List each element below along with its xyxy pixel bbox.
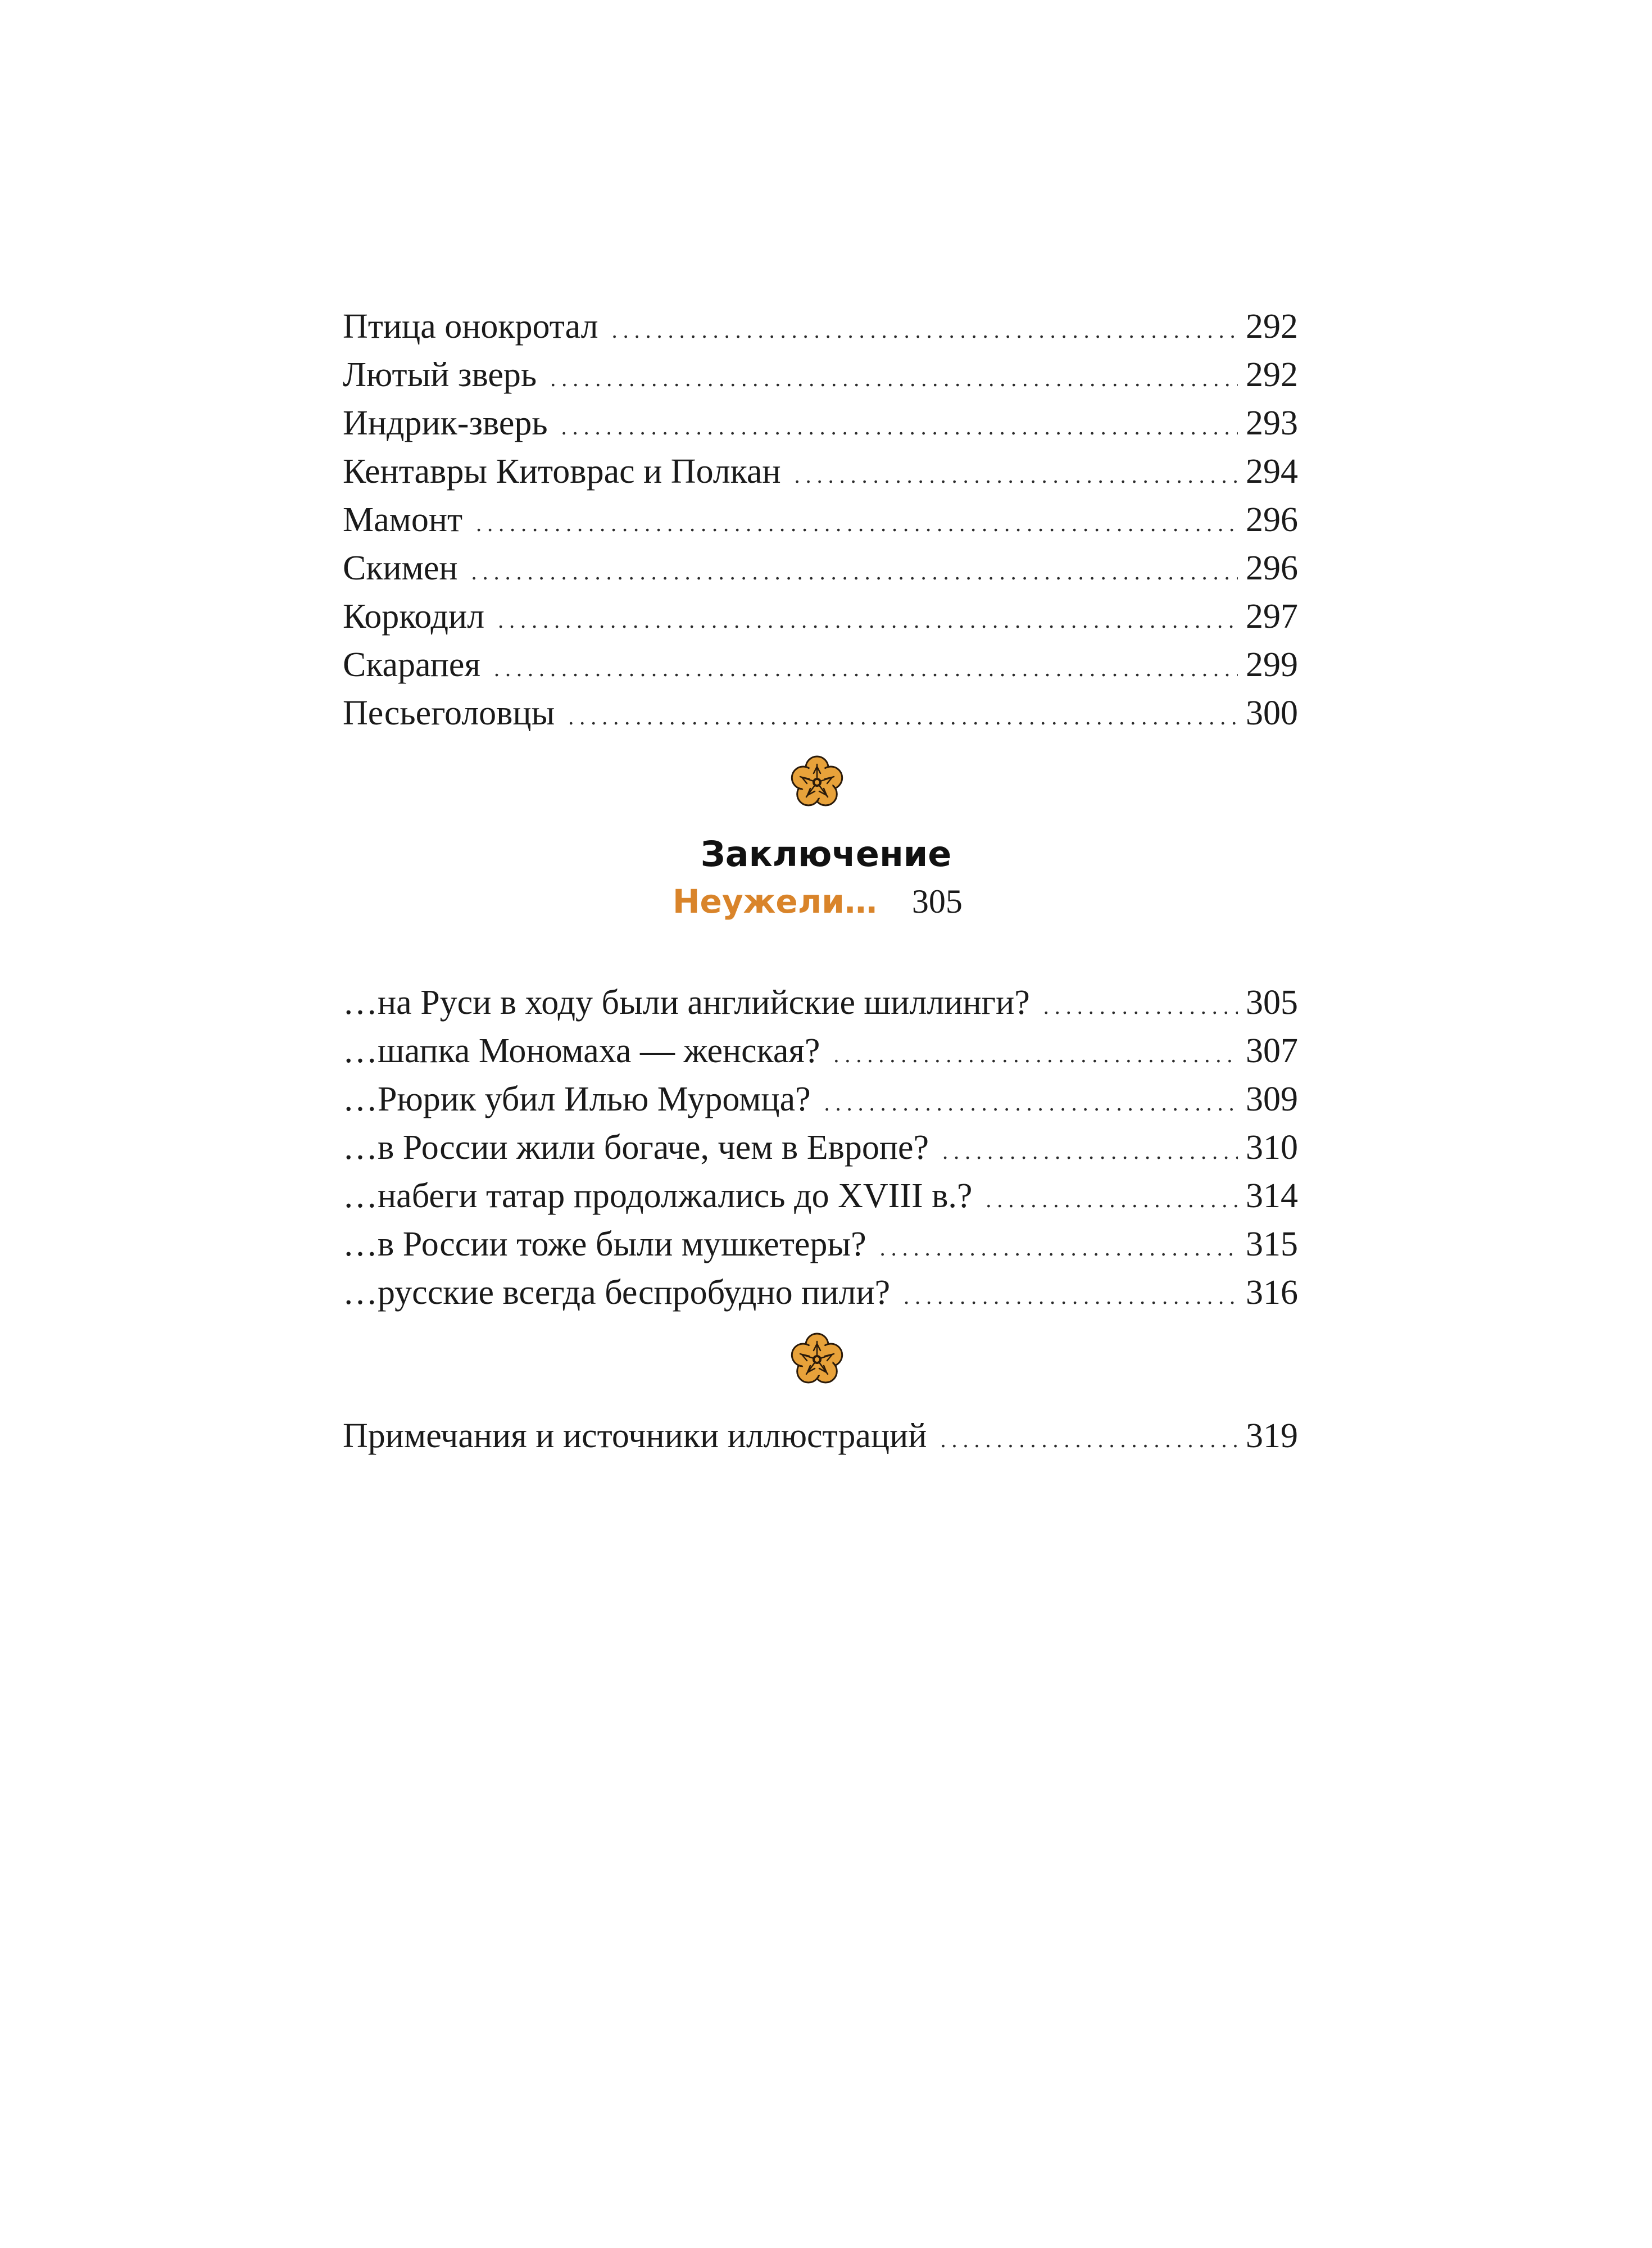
dot-leader (494, 645, 1238, 693)
toc-entry[interactable] (343, 689, 1298, 737)
toc-entry-page: 294 (1246, 452, 1298, 491)
toc-entry[interactable] (343, 978, 1298, 1027)
toc-entry-page: 296 (1246, 549, 1298, 587)
toc-entry-title: …набеги татар продолжались до XVIII в.? (343, 1177, 973, 1215)
toc-entry-page: 309 (1246, 1080, 1298, 1118)
toc-list-conclusion (343, 978, 1298, 1317)
toc-list-end (343, 1412, 1298, 1460)
toc-entry-page: 314 (1246, 1177, 1298, 1215)
toc-entry-title: …Рюрик убил Илью Муромца? (343, 1080, 811, 1118)
toc-entry[interactable] (343, 1412, 1298, 1460)
toc-entry[interactable] (343, 592, 1298, 641)
toc-entry-title: Кентавры Китоврас и Полкан (343, 452, 781, 491)
toc-entry[interactable] (343, 544, 1298, 592)
toc-entry-page: 293 (1246, 404, 1298, 442)
toc-entry-page: 315 (1246, 1225, 1298, 1263)
dot-leader (568, 693, 1238, 741)
toc-entry[interactable] (343, 1172, 1298, 1220)
dot-leader (986, 1176, 1238, 1224)
toc-entry[interactable] (343, 496, 1298, 544)
dot-leader (942, 1127, 1238, 1176)
toc-entry-title: Мамонт (343, 501, 463, 539)
toc-entry-page: 299 (1246, 646, 1298, 684)
dot-leader (476, 500, 1238, 548)
toc-entry-title: Индрик-зверь (343, 404, 548, 442)
toc-entry-title: …русские всегда беспробудно пили? (343, 1273, 891, 1312)
dot-leader (833, 1031, 1238, 1079)
dot-leader (940, 1416, 1238, 1464)
dot-leader (1043, 982, 1238, 1031)
toc-entry-page: 296 (1246, 501, 1298, 539)
toc-entry[interactable] (343, 351, 1298, 399)
dot-leader (880, 1224, 1238, 1272)
dot-leader (550, 355, 1238, 403)
toc-entry-title: …шапка Мономаха — женская? (343, 1032, 820, 1070)
toc-entry-title: Птица онокротал (343, 307, 598, 346)
toc-entry-page: 310 (1246, 1128, 1298, 1167)
dot-leader (471, 548, 1238, 596)
toc-entry-title: Лютый зверь (343, 356, 537, 394)
toc-entry-title: Коркодил (343, 597, 485, 636)
toc-entry[interactable] (343, 447, 1298, 496)
toc-entry[interactable] (343, 641, 1298, 689)
section-subtitle-row[interactable] (673, 882, 963, 933)
dot-leader (612, 306, 1238, 355)
toc-list-creatures (343, 302, 1298, 737)
dot-leader (561, 403, 1238, 451)
dot-leader (824, 1079, 1238, 1127)
toc-entry[interactable] (343, 1075, 1298, 1123)
toc-entry-title: …на Руси в ходу были английские шиллинги? (343, 984, 1030, 1022)
toc-entry-page: 292 (1246, 356, 1298, 394)
toc-entry-page: 305 (1246, 984, 1298, 1022)
toc-entry-title: Песьеголовцы (343, 694, 555, 732)
dot-leader (795, 451, 1238, 500)
flower-ornament-icon (789, 754, 845, 810)
toc-entry-page: 292 (1246, 307, 1298, 346)
toc-entry[interactable] (343, 302, 1298, 351)
toc-entry[interactable] (343, 1268, 1298, 1317)
section-subtitle: Неужели… (673, 882, 877, 921)
toc-entry-page: 319 (1246, 1417, 1298, 1455)
dot-leader (904, 1272, 1238, 1321)
toc-entry-page: 297 (1246, 597, 1298, 636)
toc-entry-page: 300 (1246, 694, 1298, 732)
section-page: 305 (911, 883, 963, 920)
toc-entry-title: Скимен (343, 549, 458, 587)
toc-entry[interactable] (343, 399, 1298, 447)
toc-entry-page: 316 (1246, 1273, 1298, 1312)
toc-entry-title: Скарапея (343, 646, 480, 684)
section-heading: Заключение (700, 833, 952, 874)
dot-leader (498, 596, 1238, 645)
toc-entry[interactable] (343, 1027, 1298, 1075)
toc-entry-title: Примечания и источники иллюстраций (343, 1417, 927, 1455)
toc-entry-title: …в России тоже были мушкетеры? (343, 1225, 866, 1263)
toc-entry[interactable] (343, 1123, 1298, 1172)
toc-entry-title: …в России жили богаче, чем в Европе? (343, 1128, 929, 1167)
toc-entry-page: 307 (1246, 1032, 1298, 1070)
toc-entry[interactable] (343, 1220, 1298, 1268)
flower-ornament-icon (789, 1331, 845, 1388)
